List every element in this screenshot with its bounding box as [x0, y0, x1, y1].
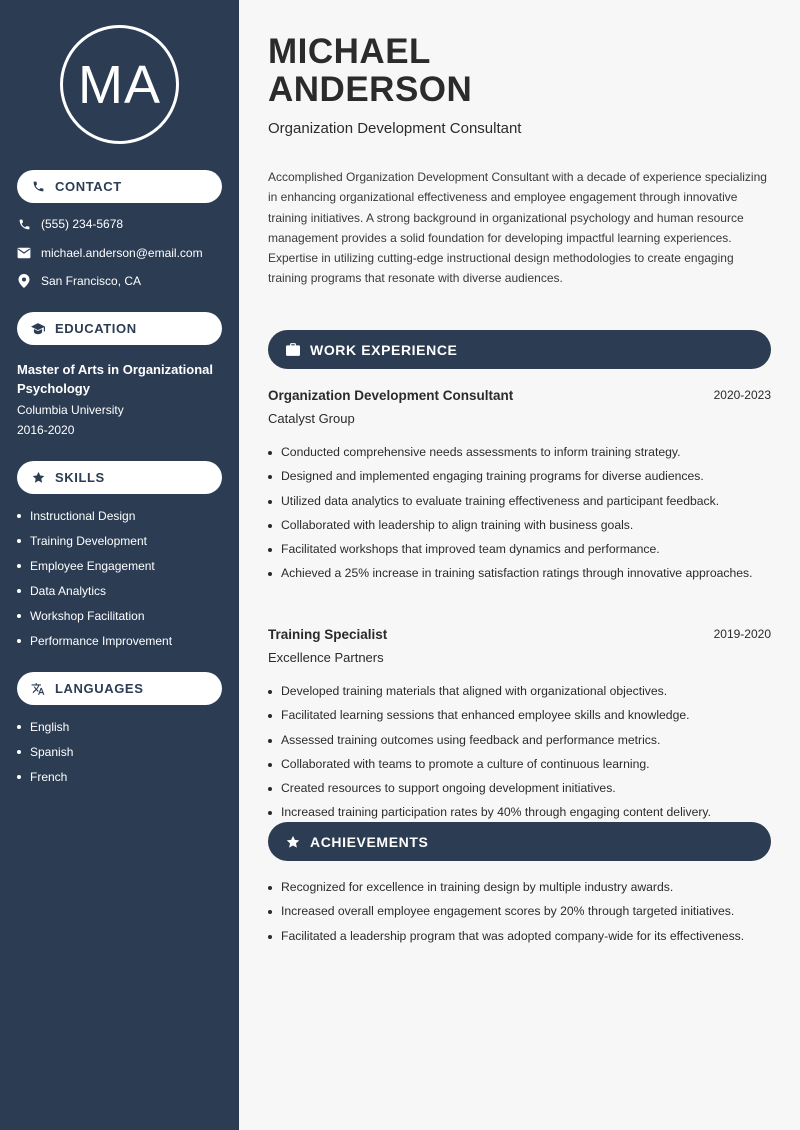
job-role: Organization Development Consultant [268, 120, 522, 137]
job-title: Training Specialist [268, 627, 388, 642]
skill-item: Data Analytics [17, 579, 172, 604]
skill-item: Performance Improvement [17, 628, 172, 653]
job-bullet: Collaborated with leadership to align training with business goals. [268, 516, 773, 535]
job-bullet: Facilitated workshops that improved team dynamics and performance. [268, 540, 773, 559]
languages-heading-pill [17, 672, 222, 705]
job-dates: 2020-2023 [713, 388, 771, 402]
achievements-list [268, 878, 773, 951]
job-company: Catalyst Group [268, 411, 355, 426]
language-item: English [17, 715, 73, 740]
achievements-heading: ACHIEVEMENTS [310, 833, 429, 850]
contact-heading: CONTACT [55, 179, 122, 194]
education-years: 2016-2020 [17, 423, 75, 437]
languages-heading: LANGUAGES [55, 681, 144, 696]
achievements-heading-bar [268, 822, 771, 861]
mail-icon [17, 246, 31, 260]
contact-email-row [17, 246, 203, 260]
education-degree: Master of Arts in Organizational Psychology [17, 362, 213, 396]
contact-phone[interactable]: (555) 234-5678 [41, 217, 124, 231]
graduation-cap-icon [31, 322, 45, 336]
skill-item: Employee Engagement [17, 554, 172, 579]
skills-heading: SKILLS [55, 470, 105, 485]
name-last: ANDERSON [268, 70, 473, 109]
job-company: Excellence Partners [268, 650, 384, 665]
skill-item: Workshop Facilitation [17, 604, 172, 629]
job-dates: 2019-2020 [713, 627, 771, 641]
full-name [268, 33, 472, 109]
job-bullet: Developed training materials that aligned with organizational objectives. [268, 682, 773, 701]
star-icon [31, 471, 45, 485]
job-bullet: Collaborated with teams to promote a culture of continuous learning. [268, 755, 773, 774]
job-title: Organization Development Consultant [268, 388, 514, 403]
avatar [60, 25, 179, 144]
language-item: French [17, 765, 73, 790]
contact-location-row [17, 274, 141, 288]
job-bullets [268, 682, 773, 828]
education-heading-pill [17, 312, 222, 345]
job-bullet: Created resources to support ongoing development initiatives. [268, 779, 773, 798]
avatar-initials: MA [78, 54, 161, 115]
skill-item: Instructional Design [17, 504, 172, 529]
achievement-item: Recognized for excellence in training design by multiple industry awards. [268, 878, 773, 897]
education-school: Columbia University [17, 403, 124, 417]
skills-heading-pill [17, 461, 222, 494]
achievement-item: Facilitated a leadership program that was adopted company-wide for its effectiveness. [268, 927, 773, 946]
job-bullet: Facilitated learning sessions that enhanced employee skills and knowledge. [268, 706, 773, 725]
contact-heading-pill [17, 170, 222, 203]
job-bullet: Assessed training outcomes using feedback and performance metrics. [268, 731, 773, 750]
language-item: Spanish [17, 740, 73, 765]
contact-location: San Francisco, CA [41, 274, 142, 288]
job-bullet: Achieved a 25% increase in training satisfaction ratings through innovative approaches. [268, 564, 773, 583]
work-experience-heading-bar [268, 330, 771, 369]
phone-icon [17, 217, 31, 231]
languages-list [17, 715, 73, 790]
briefcase-icon [285, 342, 300, 357]
job-bullet: Designed and implemented engaging training programs for diverse audiences. [268, 467, 773, 486]
education-heading: EDUCATION [55, 321, 137, 336]
skill-item: Training Development [17, 529, 172, 554]
work-experience-heading: WORK EXPERIENCE [310, 341, 458, 358]
phone-icon [31, 180, 45, 194]
name-first: MICHAEL [268, 32, 431, 71]
job-bullets [268, 443, 773, 589]
translate-icon [31, 682, 45, 696]
contact-phone-row [17, 217, 123, 231]
skills-list [17, 504, 172, 653]
location-pin-icon [17, 274, 31, 288]
star-icon [285, 834, 300, 849]
job-bullet: Conducted comprehensive needs assessments to inform training strategy. [268, 443, 773, 462]
achievement-item: Increased overall employee engagement scores by 20% through targeted initiatives. [268, 902, 773, 921]
profile-summary: Accomplished Organization Development Consultant with a decade of experience specializing in enhancing organizational effectiveness and employee engagement through innovative training initiatives. A strong background in organizational psychology and human resource management provides a solid foundation for developing impactful learning experiences. Expertise in utilizing cutting-edge instructional design methodologies to create engaging training programs that resonate with diverse audiences. [268, 170, 767, 286]
contact-email[interactable]: michael.anderson@email.com [41, 246, 203, 260]
sidebar [0, 0, 239, 1130]
job-bullet: Utilized data analytics to evaluate training effectiveness and participant feedback. [268, 492, 773, 511]
job-bullet: Increased training participation rates by 40% through engaging content delivery. [268, 803, 773, 822]
